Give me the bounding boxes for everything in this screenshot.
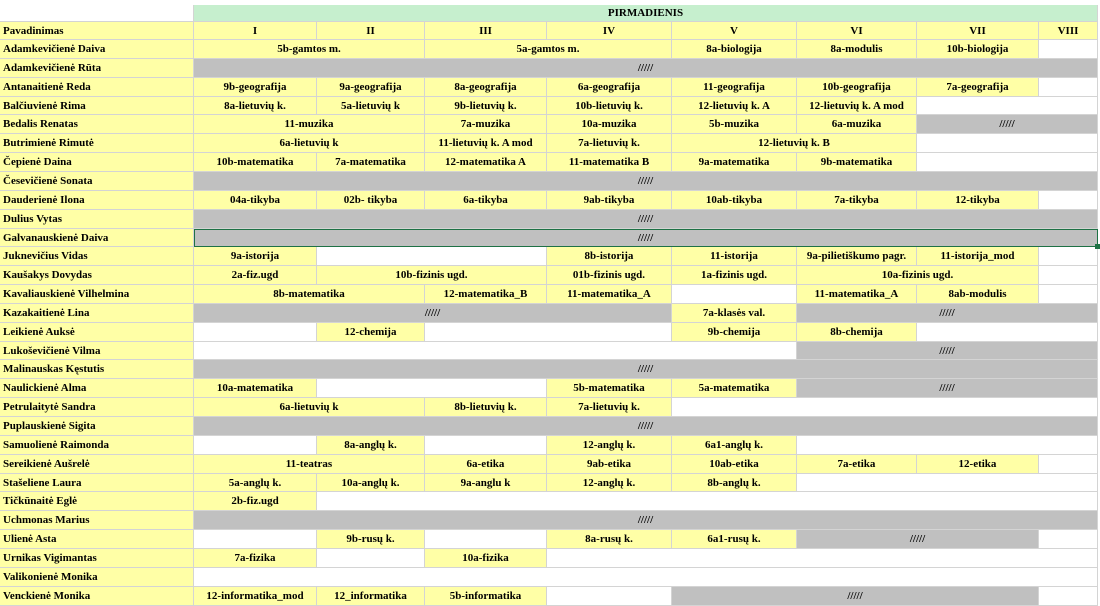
- teacher-name[interactable]: Venckienė Monika: [0, 587, 194, 606]
- lesson-cell[interactable]: 12-lietuvių k. B: [672, 134, 917, 153]
- fill-handle[interactable]: [1095, 244, 1100, 249]
- unavailable-cell[interactable]: /////: [194, 229, 1098, 247]
- unavailable-cell[interactable]: /////: [194, 59, 1098, 78]
- empty-cell[interactable]: [672, 285, 797, 304]
- lesson-cell[interactable]: 8ab-modulis: [917, 285, 1039, 304]
- lesson-cell[interactable]: 7a-klasės val.: [672, 304, 797, 323]
- lesson-cell[interactable]: 11-istorija_mod: [917, 247, 1039, 266]
- unavailable-cell[interactable]: /////: [797, 530, 1039, 549]
- lesson-cell[interactable]: 7a-matematika: [317, 153, 425, 172]
- empty-cell[interactable]: [547, 549, 1098, 568]
- teacher-name[interactable]: Balčiuvienė Rima: [0, 97, 194, 115]
- lesson-cell[interactable]: 5b-gamtos m.: [194, 40, 425, 59]
- lesson-cell[interactable]: 10a-anglų k.: [317, 474, 425, 492]
- unavailable-cell[interactable]: /////: [797, 342, 1098, 360]
- teacher-name[interactable]: Lukoševičienė Vilma: [0, 342, 194, 360]
- teacher-name[interactable]: Samuolienė Raimonda: [0, 436, 194, 455]
- teacher-name[interactable]: Čepienė Daina: [0, 153, 194, 172]
- lesson-cell[interactable]: 9b-matematika: [797, 153, 917, 172]
- teacher-name[interactable]: Stašeliene Laura: [0, 474, 194, 492]
- teacher-name[interactable]: Kaušakys Dovydas: [0, 266, 194, 285]
- lesson-cell[interactable]: 2b-fiz.ugd: [194, 492, 317, 511]
- day-title: PIRMADIENIS: [194, 5, 1098, 22]
- lesson-cell[interactable]: 1a-fizinis ugd.: [672, 266, 797, 285]
- empty-cell[interactable]: [672, 398, 1098, 417]
- lesson-cell[interactable]: 5b-matematika: [547, 379, 672, 398]
- teacher-name[interactable]: Naulickienė Alma: [0, 379, 194, 398]
- lesson-cell[interactable]: 12-tikyba: [917, 191, 1039, 210]
- unavailable-cell[interactable]: /////: [194, 511, 1098, 530]
- lesson-cell[interactable]: 12-matematika A: [425, 153, 547, 172]
- lesson-cell[interactable]: 9b-rusų k.: [317, 530, 425, 549]
- lesson-cell[interactable]: 9a-matematika: [672, 153, 797, 172]
- empty-cell[interactable]: [797, 474, 1098, 492]
- teacher-name[interactable]: Dulius Vytas: [0, 210, 194, 229]
- lesson-cell[interactable]: 9b-geografija: [194, 78, 317, 97]
- period-header-2[interactable]: II: [317, 22, 425, 40]
- empty-cell[interactable]: [317, 247, 547, 266]
- lesson-cell[interactable]: 8a-anglų k.: [317, 436, 425, 455]
- teacher-name[interactable]: Kavaliauskienė Vilhelmina: [0, 285, 194, 304]
- empty-cell[interactable]: [425, 530, 547, 549]
- lesson-cell[interactable]: 12-anglų k.: [547, 436, 672, 455]
- lesson-cell[interactable]: 10ab-tikyba: [672, 191, 797, 210]
- period-header-6[interactable]: VI: [797, 22, 917, 40]
- teacher-name[interactable]: Antanaitienė Reda: [0, 78, 194, 97]
- empty-cell[interactable]: [917, 153, 1098, 172]
- empty-cell[interactable]: [1039, 266, 1098, 285]
- lesson-cell[interactable]: 10ab-etika: [672, 455, 797, 474]
- lesson-cell[interactable]: 5a-matematika: [672, 379, 797, 398]
- teacher-name[interactable]: Tičkūnaitė Eglė: [0, 492, 194, 511]
- teacher-name[interactable]: Galvanauskienė Daiva: [0, 229, 194, 247]
- unavailable-cell[interactable]: /////: [917, 115, 1098, 134]
- lesson-cell[interactable]: 7a-lietuvių k.: [547, 134, 672, 153]
- unavailable-cell[interactable]: /////: [797, 304, 1098, 323]
- lesson-cell[interactable]: 8a-lietuvių k.: [194, 97, 317, 115]
- name-column-header[interactable]: Pavadinimas: [0, 22, 194, 40]
- empty-cell[interactable]: [317, 379, 547, 398]
- period-header-8[interactable]: VIII: [1039, 22, 1098, 40]
- lesson-cell[interactable]: 5b-informatika: [425, 587, 547, 606]
- lesson-cell[interactable]: 6a-geografija: [547, 78, 672, 97]
- lesson-cell[interactable]: 10a-matematika: [194, 379, 317, 398]
- lesson-cell[interactable]: 8a-biologija: [672, 40, 797, 59]
- lesson-cell[interactable]: 10b-fizinis ugd.: [317, 266, 547, 285]
- teacher-name[interactable]: Juknevičius Vidas: [0, 247, 194, 266]
- teacher-name[interactable]: Kazakaitienė Lina: [0, 304, 194, 323]
- lesson-cell[interactable]: 8b-istorija: [547, 247, 672, 266]
- lesson-cell[interactable]: 11-istorija: [672, 247, 797, 266]
- lesson-cell[interactable]: 11-lietuvių k. A mod: [425, 134, 547, 153]
- lesson-cell[interactable]: 12-lietuvių k. A: [672, 97, 797, 115]
- lesson-cell[interactable]: 11-teatras: [194, 455, 425, 474]
- lesson-cell[interactable]: 8b-chemija: [797, 323, 917, 342]
- empty-cell[interactable]: [917, 323, 1098, 342]
- empty-cell[interactable]: [1039, 455, 1098, 474]
- teacher-name[interactable]: Adamkevičienė Daiva: [0, 40, 194, 59]
- lesson-cell[interactable]: 6a-lietuvių k: [194, 134, 425, 153]
- lesson-cell[interactable]: 10b-lietuvių k.: [547, 97, 672, 115]
- period-header-5[interactable]: V: [672, 22, 797, 40]
- teacher-name[interactable]: Dauderienė Ilona: [0, 191, 194, 210]
- lesson-cell[interactable]: 5a-gamtos m.: [425, 40, 672, 59]
- empty-cell[interactable]: [797, 436, 1098, 455]
- lesson-cell[interactable]: 8a-modulis: [797, 40, 917, 59]
- lesson-cell[interactable]: 7a-lietuvių k.: [547, 398, 672, 417]
- empty-cell[interactable]: [1039, 285, 1098, 304]
- teacher-name[interactable]: Česevičienė Sonata: [0, 172, 194, 191]
- teacher-name[interactable]: Puplauskienė Sigita: [0, 417, 194, 436]
- lesson-cell[interactable]: 12-lietuvių k. A mod: [797, 97, 917, 115]
- lesson-cell[interactable]: 7a-tikyba: [797, 191, 917, 210]
- teacher-name[interactable]: Uchmonas Marius: [0, 511, 194, 530]
- unavailable-cell[interactable]: /////: [797, 379, 1098, 398]
- unavailable-cell[interactable]: /////: [194, 304, 672, 323]
- lesson-cell[interactable]: 11-matematika_A: [547, 285, 672, 304]
- empty-cell[interactable]: [194, 436, 317, 455]
- lesson-cell[interactable]: 10a-fizika: [425, 549, 547, 568]
- period-header-4[interactable]: IV: [547, 22, 672, 40]
- lesson-cell[interactable]: 11-matematika B: [547, 153, 672, 172]
- period-header-3[interactable]: III: [425, 22, 547, 40]
- lesson-cell[interactable]: 9a-pilietiškumo pagr.: [797, 247, 917, 266]
- empty-cell[interactable]: [1039, 78, 1098, 97]
- lesson-cell[interactable]: 10b-biologija: [917, 40, 1039, 59]
- lesson-cell[interactable]: 7a-geografija: [917, 78, 1039, 97]
- lesson-cell[interactable]: 6a1-anglų k.: [672, 436, 797, 455]
- empty-cell[interactable]: [917, 97, 1098, 115]
- empty-cell[interactable]: [317, 549, 425, 568]
- lesson-cell[interactable]: 10a-fizinis ugd.: [797, 266, 1039, 285]
- lesson-cell[interactable]: 8b-anglų k.: [672, 474, 797, 492]
- lesson-cell[interactable]: 8a-rusų k.: [547, 530, 672, 549]
- lesson-cell[interactable]: 5a-lietuvių k: [317, 97, 425, 115]
- lesson-cell[interactable]: 10b-matematika: [194, 153, 317, 172]
- lesson-cell[interactable]: 5a-anglų k.: [194, 474, 317, 492]
- lesson-cell[interactable]: 12-informatika_mod: [194, 587, 317, 606]
- empty-cell[interactable]: [425, 436, 547, 455]
- lesson-cell[interactable]: 6a-lietuvių k: [194, 398, 425, 417]
- unavailable-cell[interactable]: /////: [672, 587, 1039, 606]
- lesson-cell[interactable]: 9b-chemija: [672, 323, 797, 342]
- lesson-cell[interactable]: 6a-etika: [425, 455, 547, 474]
- lesson-cell[interactable]: 12-anglų k.: [547, 474, 672, 492]
- empty-cell[interactable]: [194, 323, 317, 342]
- lesson-cell[interactable]: 12-matematika_B: [425, 285, 547, 304]
- teacher-name[interactable]: Sereikienė Aušrelė: [0, 455, 194, 474]
- empty-cell[interactable]: [1039, 40, 1098, 59]
- empty-cell[interactable]: [194, 530, 317, 549]
- empty-cell[interactable]: [194, 342, 797, 360]
- empty-cell[interactable]: [425, 323, 672, 342]
- lesson-cell[interactable]: 7a-etika: [797, 455, 917, 474]
- lesson-cell[interactable]: 01b-fizinis ugd.: [547, 266, 672, 285]
- teacher-name[interactable]: Leikienė Auksė: [0, 323, 194, 342]
- empty-cell[interactable]: [1039, 530, 1098, 549]
- teacher-name[interactable]: Ulienė Asta: [0, 530, 194, 549]
- unavailable-cell[interactable]: /////: [194, 360, 1098, 379]
- lesson-cell[interactable]: 6a-tikyba: [425, 191, 547, 210]
- period-header-7[interactable]: VII: [917, 22, 1039, 40]
- teacher-name[interactable]: Butrimienė Rimutė: [0, 134, 194, 153]
- lesson-cell[interactable]: 6a-muzika: [797, 115, 917, 134]
- lesson-cell[interactable]: 9a-geografija: [317, 78, 425, 97]
- lesson-cell[interactable]: 8a-geografija: [425, 78, 547, 97]
- lesson-cell[interactable]: 7a-muzika: [425, 115, 547, 134]
- lesson-cell[interactable]: 11-geografija: [672, 78, 797, 97]
- empty-title-corner: [0, 5, 194, 22]
- empty-cell[interactable]: [917, 134, 1098, 153]
- unavailable-cell[interactable]: /////: [194, 172, 1098, 191]
- lesson-cell[interactable]: 11-matematika_A: [797, 285, 917, 304]
- lesson-cell[interactable]: 9ab-tikyba: [547, 191, 672, 210]
- lesson-cell[interactable]: 2a-fiz.ugd: [194, 266, 317, 285]
- lesson-cell[interactable]: 12-etika: [917, 455, 1039, 474]
- lesson-cell[interactable]: 12-chemija: [317, 323, 425, 342]
- lesson-cell[interactable]: 8b-lietuvių k.: [425, 398, 547, 417]
- lesson-cell[interactable]: 9a-anglu k: [425, 474, 547, 492]
- lesson-cell[interactable]: 10a-muzika: [547, 115, 672, 134]
- lesson-cell[interactable]: 10b-geografija: [797, 78, 917, 97]
- teacher-name[interactable]: Bedalis Renatas: [0, 115, 194, 134]
- empty-cell[interactable]: [194, 568, 1098, 587]
- lesson-cell[interactable]: 9a-istorija: [194, 247, 317, 266]
- empty-cell[interactable]: [1039, 247, 1098, 266]
- lesson-cell[interactable]: 9ab-etika: [547, 455, 672, 474]
- lesson-cell[interactable]: 9b-lietuvių k.: [425, 97, 547, 115]
- lesson-cell[interactable]: 11-muzika: [194, 115, 425, 134]
- unavailable-cell[interactable]: /////: [194, 417, 1098, 436]
- teacher-name[interactable]: Adamkevičienė Rūta: [0, 59, 194, 78]
- empty-cell[interactable]: [317, 492, 1098, 511]
- lesson-cell[interactable]: 7a-fizika: [194, 549, 317, 568]
- lesson-cell[interactable]: 8b-matematika: [194, 285, 425, 304]
- lesson-cell[interactable]: 12_informatika: [317, 587, 425, 606]
- lesson-cell[interactable]: 5b-muzika: [672, 115, 797, 134]
- teacher-name[interactable]: Petrulaitytė Sandra: [0, 398, 194, 417]
- lesson-cell[interactable]: 02b- tikyba: [317, 191, 425, 210]
- unavailable-cell[interactable]: /////: [194, 210, 1098, 229]
- teacher-name[interactable]: Valikonienė Monika: [0, 568, 194, 587]
- empty-cell[interactable]: [1039, 191, 1098, 210]
- lesson-cell[interactable]: 6a1-rusų k.: [672, 530, 797, 549]
- teacher-name[interactable]: Malinauskas Kęstutis: [0, 360, 194, 379]
- teacher-name[interactable]: Urnikas Vigimantas: [0, 549, 194, 568]
- period-header-1[interactable]: I: [194, 22, 317, 40]
- lesson-cell[interactable]: 04a-tikyba: [194, 191, 317, 210]
